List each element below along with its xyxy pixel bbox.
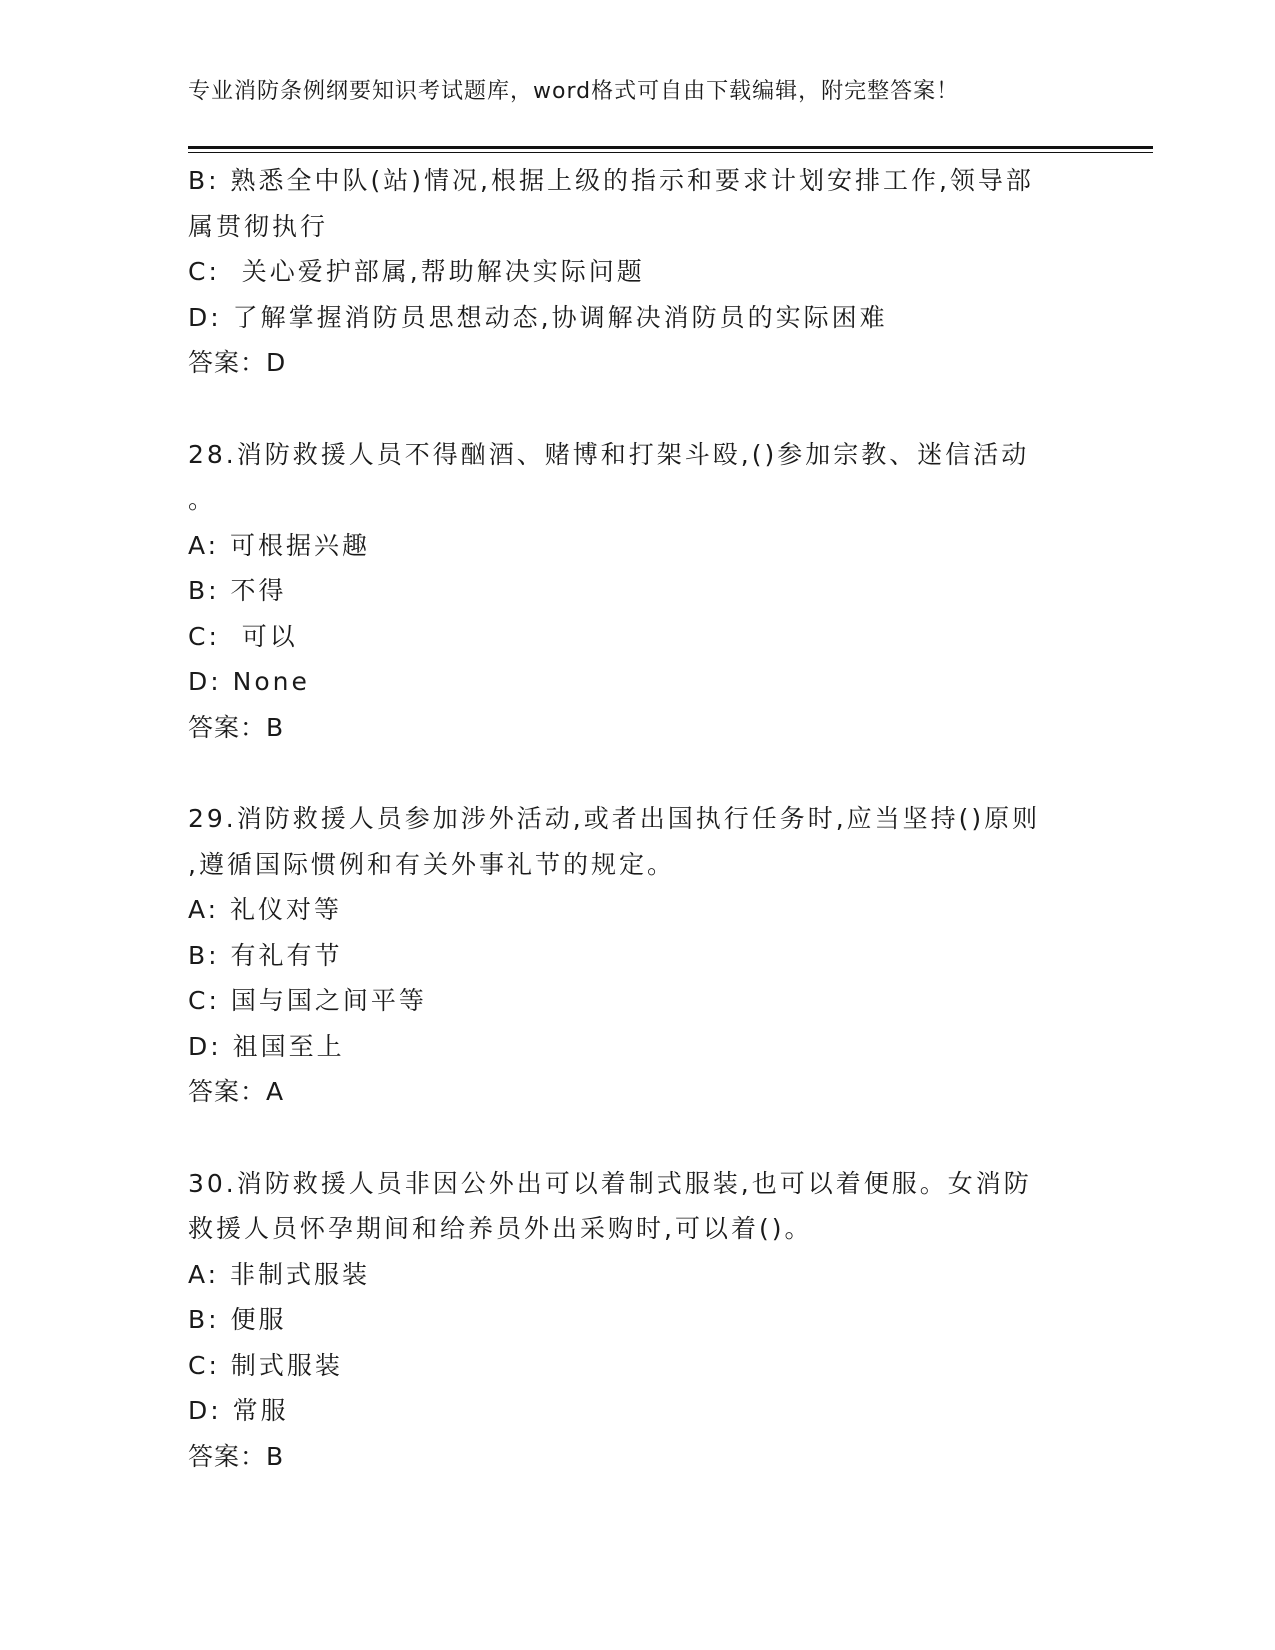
question-stem-continued: 救援人员怀孕期间和给养员外出采购时,可以着()。 [188,1214,813,1243]
option-c: C: 关心爱护部属,帮助解决实际问题 [188,257,645,286]
question-28 [188,432,1088,751]
option-d: D: 祖国至上 [188,1031,345,1061]
option-a: A: 礼仪对等 [188,895,343,924]
option-b: B: 有礼有节 [188,940,343,970]
header-divider-thin [188,152,1153,153]
question-29 [188,796,1088,1115]
option-c: C: 国与国之间平等 [188,986,427,1015]
question-stem: 29.消防救援人员参加涉外活动,或者出国执行任务时,应当坚持()原则 [188,804,1041,833]
question-stem-continued: ,遵循国际惯例和有关外事礼节的规定。 [188,849,675,879]
option-d: D: 了解掌握消防员思想动态,协调解决消防员的实际困难 [188,302,888,332]
document-body [188,158,1088,1479]
header-divider-thick [188,146,1153,149]
option-d: D: 常服 [188,1396,289,1425]
option-c: C: 可以 [188,621,298,651]
answer-line: 答案：D [188,348,287,377]
question-stem-continued: 。 [188,485,217,514]
question-27-continuation [188,158,1088,386]
page-header: 专业消防条例纲要知识考试题库，word格式可自由下载编辑，附完整答案！ [188,79,960,104]
option-b: B: 不得 [188,576,287,605]
spacer [188,1115,1088,1161]
spacer [188,386,1088,432]
option-b: B: 便服 [188,1305,287,1334]
option-c: C: 制式服装 [188,1350,343,1380]
question-stem: 28.消防救援人员不得酗酒、赌博和打架斗殴,()参加宗教、迷信活动 [188,439,1030,469]
answer-line: 答案：B [188,712,285,742]
option-a: A: 非制式服装 [188,1259,371,1289]
question-stem: 30.消防救援人员非因公外出可以着制式服装,也可以着便服。女消防 [188,1168,1032,1198]
question-30 [188,1161,1088,1480]
option-a: A: 可根据兴趣 [188,530,371,560]
option-b-continued: 属贯彻执行 [188,211,329,241]
answer-line: 答案：A [188,1077,285,1106]
option-b: B: 熟悉全中队(站)情况,根据上级的指示和要求计划安排工作,领导部 [188,166,1034,195]
answer-line: 答案：B [188,1441,285,1471]
spacer [188,750,1088,796]
option-d: D: None [188,667,310,696]
